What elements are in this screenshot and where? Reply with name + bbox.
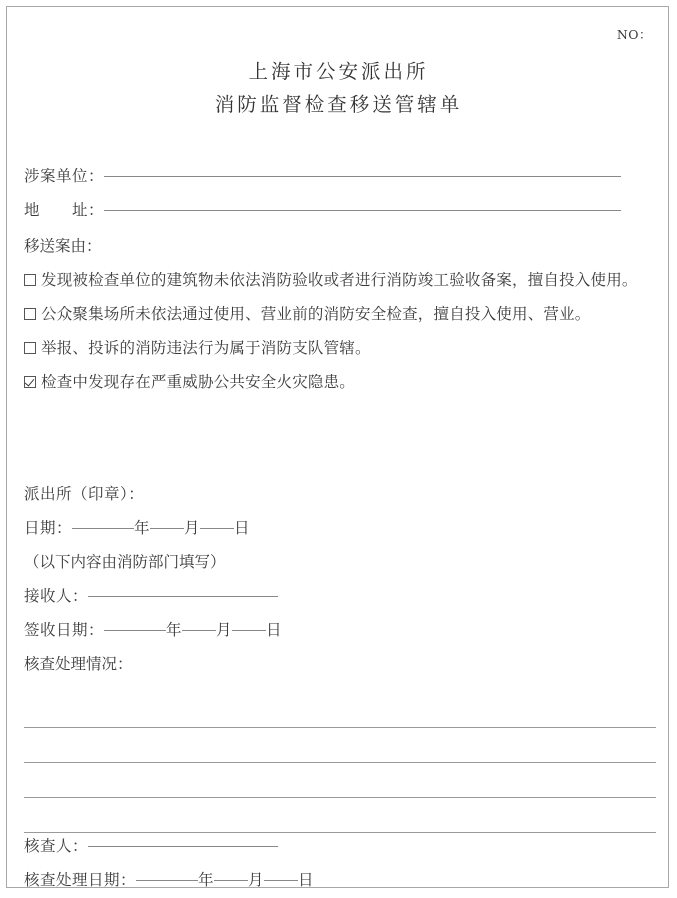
receive-date-day-input[interactable] xyxy=(232,630,266,631)
reason-item-2[interactable] xyxy=(24,299,660,330)
verify-status-write-area[interactable] xyxy=(24,693,656,833)
reason-item-1-text: 发现被检查单位的建筑物未依法消防验收或者进行消防竣工验收备案，擅自投入使用。 xyxy=(41,271,638,289)
field-station-seal xyxy=(24,477,660,511)
address-input[interactable] xyxy=(104,210,621,211)
reason-item-3[interactable] xyxy=(24,333,660,364)
blank-write-line[interactable] xyxy=(24,693,656,728)
reason-item-4-text: 检查中发现存在严重威胁公共安全火灾隐患。 xyxy=(41,373,356,391)
signature-section xyxy=(24,477,660,681)
field-verify-date xyxy=(24,863,660,897)
station-date-month-input[interactable] xyxy=(150,528,184,529)
form-body xyxy=(24,159,660,401)
page-title xyxy=(17,55,660,121)
field-involved-unit xyxy=(24,159,660,193)
checkbox-checked-icon[interactable] xyxy=(24,376,36,388)
verifier-label: 核查人： xyxy=(24,837,89,855)
verify-date-year-char: 年 xyxy=(198,871,215,889)
verify-date-label: 核查处理日期： xyxy=(24,871,137,889)
verify-date-day-char: 日 xyxy=(298,871,315,889)
form-page xyxy=(6,6,669,888)
verify-date-day-input[interactable] xyxy=(264,880,298,881)
checkbox-unchecked-icon[interactable] xyxy=(24,308,36,320)
blank-write-line[interactable] xyxy=(24,798,656,833)
station-date-year-char: 年 xyxy=(134,519,151,537)
receiver-label: 接收人： xyxy=(24,587,89,605)
reason-item-3-text: 举报、投诉的消防违法行为属于消防支队管辖。 xyxy=(41,339,371,357)
title-line-2: 消防监督检查移送管辖单 xyxy=(214,93,463,116)
field-receive-date xyxy=(24,613,660,647)
verify-date-year-input[interactable] xyxy=(136,880,198,881)
verify-date-month-input[interactable] xyxy=(214,880,248,881)
receiver-input[interactable] xyxy=(88,596,278,597)
receive-date-day-char: 日 xyxy=(266,621,283,639)
station-date-year-input[interactable] xyxy=(72,528,134,529)
address-label: 地 址： xyxy=(24,201,105,219)
verify-status-label: 核查处理情况： xyxy=(24,655,133,673)
reason-item-2-text: 公众聚集场所未依法通过使用、营业前的消防安全检查，擅自投入使用、营业。 xyxy=(41,305,591,323)
receive-date-month-char: 月 xyxy=(216,621,233,639)
verify-date-month-char: 月 xyxy=(248,871,265,889)
fire-department-note: （以下内容由消防部门填写） xyxy=(24,553,226,571)
station-date-month-char: 月 xyxy=(184,519,201,537)
footer-section xyxy=(24,829,660,897)
receive-date-year-char: 年 xyxy=(166,621,183,639)
receive-date-year-input[interactable] xyxy=(104,630,166,631)
station-date-day-char: 日 xyxy=(234,519,251,537)
checkbox-unchecked-icon[interactable] xyxy=(24,274,36,286)
checkbox-unchecked-icon[interactable] xyxy=(24,342,36,354)
reason-item-1[interactable] xyxy=(24,265,660,296)
receive-date-month-input[interactable] xyxy=(182,630,216,631)
reason-checklist xyxy=(24,265,660,398)
blank-write-line[interactable] xyxy=(24,763,656,798)
field-receiver xyxy=(24,579,660,613)
involved-unit-label: 涉案单位： xyxy=(24,167,105,185)
reason-item-4[interactable] xyxy=(24,367,660,398)
form-inner xyxy=(17,7,660,887)
station-date-day-input[interactable] xyxy=(200,528,234,529)
transfer-reason-label: 移送案由： xyxy=(24,237,102,255)
verifier-input[interactable] xyxy=(88,846,278,847)
station-seal-label: 派出所（印章）： xyxy=(24,485,145,503)
form-number-label: NO： xyxy=(616,27,652,42)
field-verifier xyxy=(24,829,660,863)
title-line-1: 上海市公安派出所 xyxy=(248,60,429,83)
field-station-date xyxy=(24,511,660,545)
blank-write-line[interactable] xyxy=(24,728,656,763)
station-date-label: 日期： xyxy=(24,519,73,537)
receive-date-label: 签收日期： xyxy=(24,621,105,639)
field-address xyxy=(24,193,660,227)
involved-unit-input[interactable] xyxy=(104,176,621,177)
